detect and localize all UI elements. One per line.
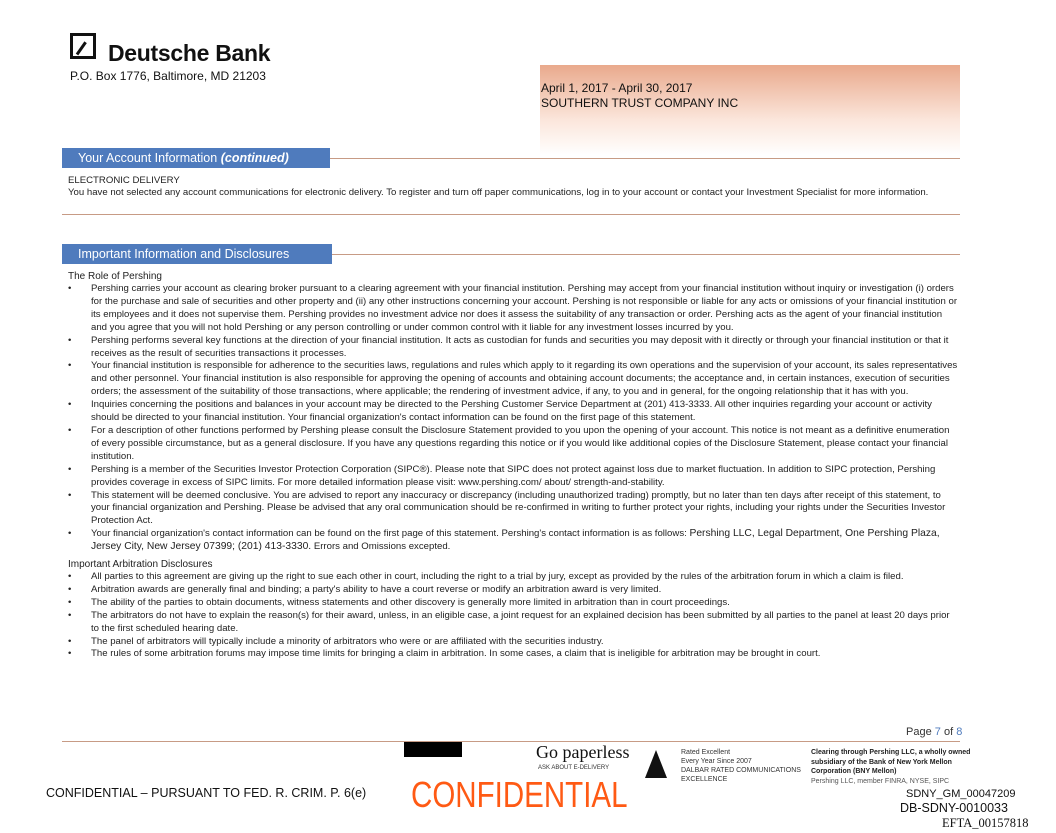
section-title-suffix: (continued): [220, 151, 289, 165]
rated-line: EXCELLENCE: [681, 776, 728, 783]
statement-period-block: [541, 81, 738, 111]
role-heading: The Role of Pershing: [68, 271, 162, 282]
statement-period: April 1, 2017 - April 30, 2017: [541, 81, 693, 95]
list-item-contact: [68, 528, 958, 554]
section-header-account-info: [62, 148, 330, 168]
confidential-stamp: CONFIDENTIAL: [411, 774, 628, 815]
contact-suffix: Errors and Omissions excepted.: [311, 541, 451, 553]
footer-divider: [62, 741, 960, 742]
rated-line: DALBAR RATED COMMUNICATIONS: [681, 767, 801, 774]
sdny-bates-id: SDNY_GM_00047209: [906, 788, 1016, 800]
list-item: • Your financial institution is responsible for adherence to the securities laws, regulations and rules which apply to it regarding its own operations and the supervision of your account, its sales representatives and other personnel. Your financial institution is also responsible for approving the opening of accounts and obtaining account documents; the acceptance and, in certain instances, execution of securities orders; the assessment of the suitability of those transactions, where applicable; the rendering of investment advice, if any, to you and in general, for the ongoing relationship that it has with you.: [68, 360, 958, 399]
pershing-contact: Pershing LLC, Legal Department, One Pershing Plaza, Jersey City, New Jersey 07399; (201) 413-3330.: [91, 528, 940, 553]
section-divider: [62, 214, 960, 215]
list-item: • All parties to this agreement are giving up the right to sue each other in court, including the right to a trial by jury, except as provided by the rules of the arbitration forum in which a claim is filed.: [68, 571, 958, 584]
list-item: • The arbitrators do not have to explain the reason(s) for their award, unless, in an eligible case, a joint request for an explained decision has been submitted by all parties to the panel at least 20 days prior to the first scheduled hearing date.: [68, 610, 958, 636]
clearing-text: [811, 748, 970, 786]
list-item: • The rules of some arbitration forums may impose time limits for bringing a claim in arbitration. In some cases, a claim that is ineligible for arbitration may be brought in court.: [68, 648, 958, 661]
section-header-disclosures: Important Information and Disclosures: [62, 244, 332, 264]
account-name: SOUTHERN TRUST COMPANY INC: [541, 96, 739, 110]
disclosures-body: [68, 270, 958, 661]
rated-line: Rated Excellent: [681, 749, 731, 756]
clearing-line: subsidiary of the Bank of New York Mellon: [811, 758, 952, 766]
contact-prefix: Your financial organization's contact information can be found on the first page of this statement. Pershing's contact information is as follows:: [91, 528, 690, 540]
page-number: [906, 726, 962, 738]
brand-name: Deutsche Bank: [108, 40, 271, 66]
list-item: • This statement will be deemed conclusive. You are advised to report any inaccuracy or discrepancy (including unauthorized trading) promptly, but no later than ten days after receipt of this statement, to your financial organization and Pershing. Please be advised that any oral communication should be re-confirmed in writing to further protect your rights, including your rights under the Securities Investor Protection Act.: [68, 490, 958, 529]
page-label: Page: [906, 726, 932, 738]
list-item: • Pershing is a member of the Securities Investor Protection Corporation (SIPC®). Please note that SIPC does not protect against loss due to market fluctuation. In addition to SIPC protection, Pershing provides coverage in excess of SIPC limits. For more detailed information please visit: www.pershing.com/ about/ strength-and-stability.: [68, 464, 958, 490]
list-item: • Pershing performs several key functions at the direction of your financial institution. It acts as custodian for funds and securities you may deposit with it directly or through your financial institution or that it receives as the result of securities transactions it processes.: [68, 335, 958, 361]
deutsche-bank-logo-icon: [70, 33, 96, 59]
ask-about-edelivery: ASK ABOUT E-DELIVERY: [538, 765, 610, 771]
electronic-delivery-text: You have not selected any account communications for electronic delivery. To register and turn off paper communications, log in to your account or contact your Investment Specialist for more information.: [68, 187, 929, 198]
list-item: • Pershing carries your account as clearing broker pursuant to a clearing agreement with your financial institution. Pershing may accept from your financial institution without inquiry or investigation (i) orders for the purchase and sale of securities and other property and (ii) any other instructions concerning your account. Pershing is not responsible or liable for any acts or omissions of your financial institution or its employees and it does not supervise them. Pershing provides no investment advice nor does it assess the suitability of any transaction or order. Pershing acts as the agent of your financial institution and you agree that you will not hold Pershing or any person controlling or under common control with it liable for any investment losses incurred by you.: [68, 283, 958, 335]
section-title: Your Account Information: [78, 151, 218, 165]
arbitration-heading: Important Arbitration Disclosures: [68, 559, 213, 571]
list-item: • The panel of arbitrators will typically include a minority of arbitrators who were or are affiliated with the securities industry.: [68, 636, 958, 649]
page-current: 7: [934, 726, 941, 738]
dalbar-rating-text: [681, 748, 801, 784]
page-of: of: [943, 726, 954, 738]
list-item: • Arbitration awards are generally final and binding; a party's ability to have a court reverse or modify an arbitration award is very limited.: [68, 584, 958, 597]
list-item: • Inquiries concerning the positions and balances in your account may be directed to the Pershing Customer Service Department at (201) 413-3333. All other inquiries regarding your account or activity should be directed to your financial institution. Your financial organization's contact information can be found on the first page of this statement.: [68, 399, 958, 425]
efta-bates-id: EFTA_00157818: [942, 816, 1029, 830]
clearing-line: Clearing through Pershing LLC, a wholly owned: [811, 749, 971, 756]
arbitration-list: [68, 571, 958, 661]
clearing-line: Corporation (BNY Mellon): [811, 768, 897, 775]
bank-address: P.O. Box 1776, Baltimore, MD 21203: [70, 69, 266, 83]
confidential-notice: CONFIDENTIAL – PURSUANT TO FED. R. CRIM. P. 6(e): [46, 786, 367, 800]
dalbar-award-icon: [645, 750, 667, 778]
list-item: • For a description of other functions performed by Pershing please consult the Disclosure Statement provided to you upon the opening of your account. This notice is not meant as a definitive enumeration of every possible circumstance, but as a general disclosure. If you have any questions regarding this notice or if you would like additional copies of the Disclosure Statement, please contact your financial institution.: [68, 425, 958, 464]
role-list: [68, 283, 958, 554]
redaction-box: [404, 742, 462, 757]
page-total: 8: [956, 726, 963, 738]
rated-line: Every Year Since 2007: [681, 758, 752, 765]
db-bates-id: DB-SDNY-0010033: [900, 801, 1008, 815]
go-paperless-logo: Go paperless: [536, 742, 630, 762]
list-item: • The ability of the parties to obtain documents, witness statements and other discovery is generally more limited in arbitration than in court proceedings.: [68, 597, 958, 610]
electronic-delivery-heading: ELECTRONIC DELIVERY: [68, 175, 180, 186]
clearing-line: Pershing LLC, member FINRA, NYSE, SIPC: [811, 777, 950, 785]
